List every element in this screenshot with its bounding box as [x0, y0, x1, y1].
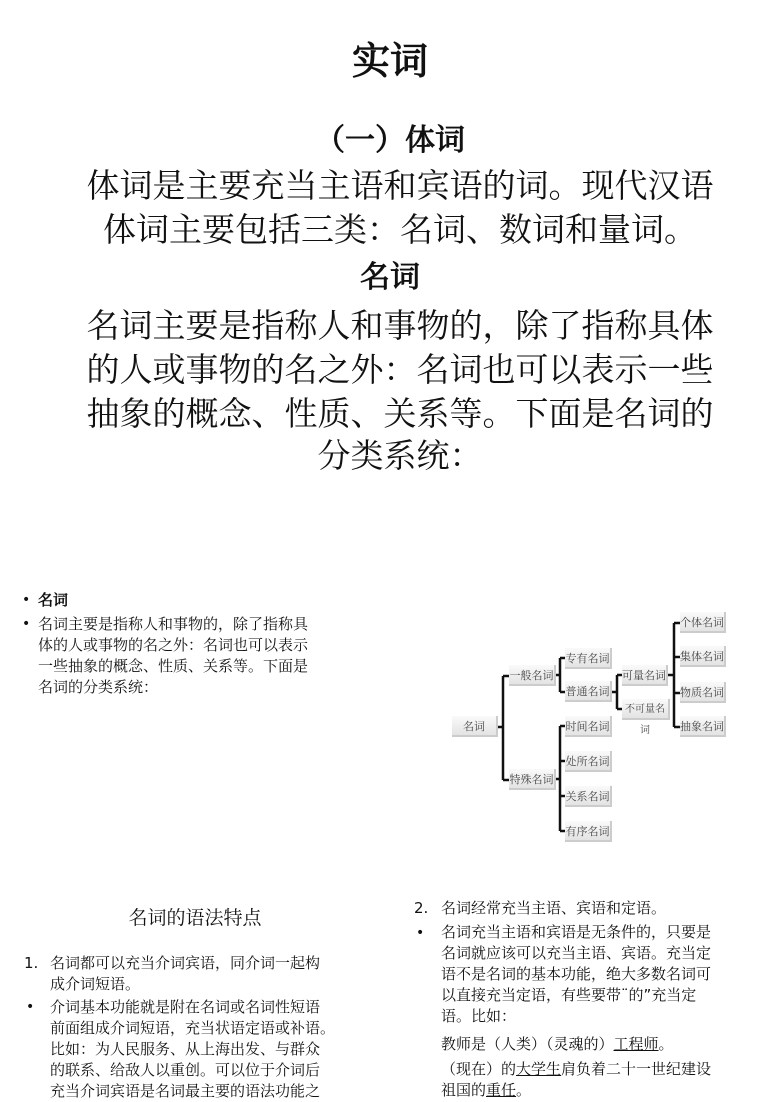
- item-number: 2.: [414, 899, 429, 917]
- tree-node-time: 时间名词: [565, 716, 612, 737]
- tree-node-countable: 可量名词: [622, 665, 668, 686]
- text-line: 一些抽象的概念、性质、关系等。下面是: [38, 657, 309, 675]
- text-line: 前面组成介词短语，充当状语定语或补语。: [50, 1019, 336, 1037]
- text-line: 体的人或事物的名之外：名词也可以表示: [38, 636, 309, 654]
- text: 。: [516, 1081, 532, 1099]
- example-1: [441, 1034, 674, 1055]
- text: （现在）的: [441, 1060, 517, 1078]
- item-text: 名词经常充当主语、宾语和定语。: [441, 899, 667, 917]
- item-text: [50, 953, 320, 995]
- bullet: •: [22, 592, 31, 608]
- text: 祖国的: [441, 1081, 487, 1099]
- bullet: •: [416, 925, 425, 941]
- item-number: 1.: [24, 954, 39, 972]
- bullet-title: 名词: [38, 591, 69, 609]
- text-line: 成介词短语。: [50, 975, 141, 993]
- text-line: 语。比如：: [441, 1007, 517, 1025]
- tree-node-root: 名词: [452, 716, 498, 737]
- text-line: 名词主要是指称人和事物的，除了指称具: [38, 615, 309, 633]
- text-line: 以直接充当定语，有些要带¨的”充当定: [441, 986, 697, 1004]
- para-line: 的人或事物的名之外：名词也可以表示一些: [86, 350, 714, 389]
- underlined-word: 工程师: [613, 1035, 659, 1053]
- tree-node-special: 特殊名词: [509, 769, 556, 790]
- text-line: 名词都可以充当介词宾语，同介词一起构: [50, 954, 321, 972]
- example-2: [441, 1059, 711, 1101]
- tree-node-material: 物质名词: [680, 682, 726, 703]
- tree-node-collective: 集体名词: [680, 646, 726, 667]
- heading-noun: 名词: [360, 260, 420, 295]
- bullet: •: [26, 999, 35, 1015]
- tree-node-individual: 个体名词: [680, 612, 726, 633]
- tree-node-proper: 专有名词: [565, 648, 612, 669]
- para-line: 抽象的概念、性质、关系等。下面是名词的: [86, 394, 714, 433]
- para-line: 体词主要包括三类：名词、数词和量词。: [103, 210, 697, 249]
- section-subtitle: （一）体词: [315, 123, 465, 158]
- bullet-text: [50, 997, 335, 1102]
- tree-node-order: 有序名词: [565, 821, 612, 842]
- text-line: 充当介词宾语是名词最主要的语法功能之: [50, 1082, 321, 1100]
- tree-node-abstract: 抽象名词: [680, 716, 726, 737]
- tree-node-uncountable: 不可量名词: [622, 699, 670, 720]
- grammar-heading: 名词的语法特点: [128, 907, 262, 929]
- text-line: 名词的分类系统：: [38, 678, 159, 696]
- text-line: 比如：为人民服务、从上海出发、与群众: [50, 1040, 321, 1058]
- text: 教师是（人类）（灵魂的）: [441, 1035, 614, 1053]
- underlined-word: 重任: [486, 1081, 517, 1099]
- text-line: 语不是名词的基本功能，绝大多数名词可: [441, 965, 712, 983]
- text-line: 名词就应该可以充当主语、宾语。充当定: [441, 944, 712, 962]
- text: 肩负着二十一世纪建设: [561, 1060, 712, 1078]
- text-line: 介词基本功能就是附在名词或名词性短语: [50, 998, 321, 1016]
- slide-title: 实词: [351, 39, 428, 83]
- tree-node-place: 处所名词: [565, 751, 612, 772]
- underlined-word: 大学生: [516, 1060, 562, 1078]
- tree-node-general: 一般名词: [509, 665, 556, 686]
- tree-node-common: 普通名词: [565, 681, 612, 702]
- para-line: 分类系统：: [317, 436, 483, 475]
- text: 。: [658, 1035, 674, 1053]
- bullet-text: [441, 922, 711, 1027]
- text-line: 的联系、给敌人以重创。可以位于介词后: [50, 1061, 321, 1079]
- para-line: 名词主要是指称人和事物的，除了指称具体: [86, 306, 714, 345]
- para-line: 体词是主要充当主语和宾语的词。现代汉语: [86, 166, 714, 205]
- bullet: •: [22, 616, 31, 632]
- tree-node-relation: 关系名词: [565, 786, 612, 807]
- text-line: 名词充当主语和宾语是无条件的，只要是: [441, 923, 712, 941]
